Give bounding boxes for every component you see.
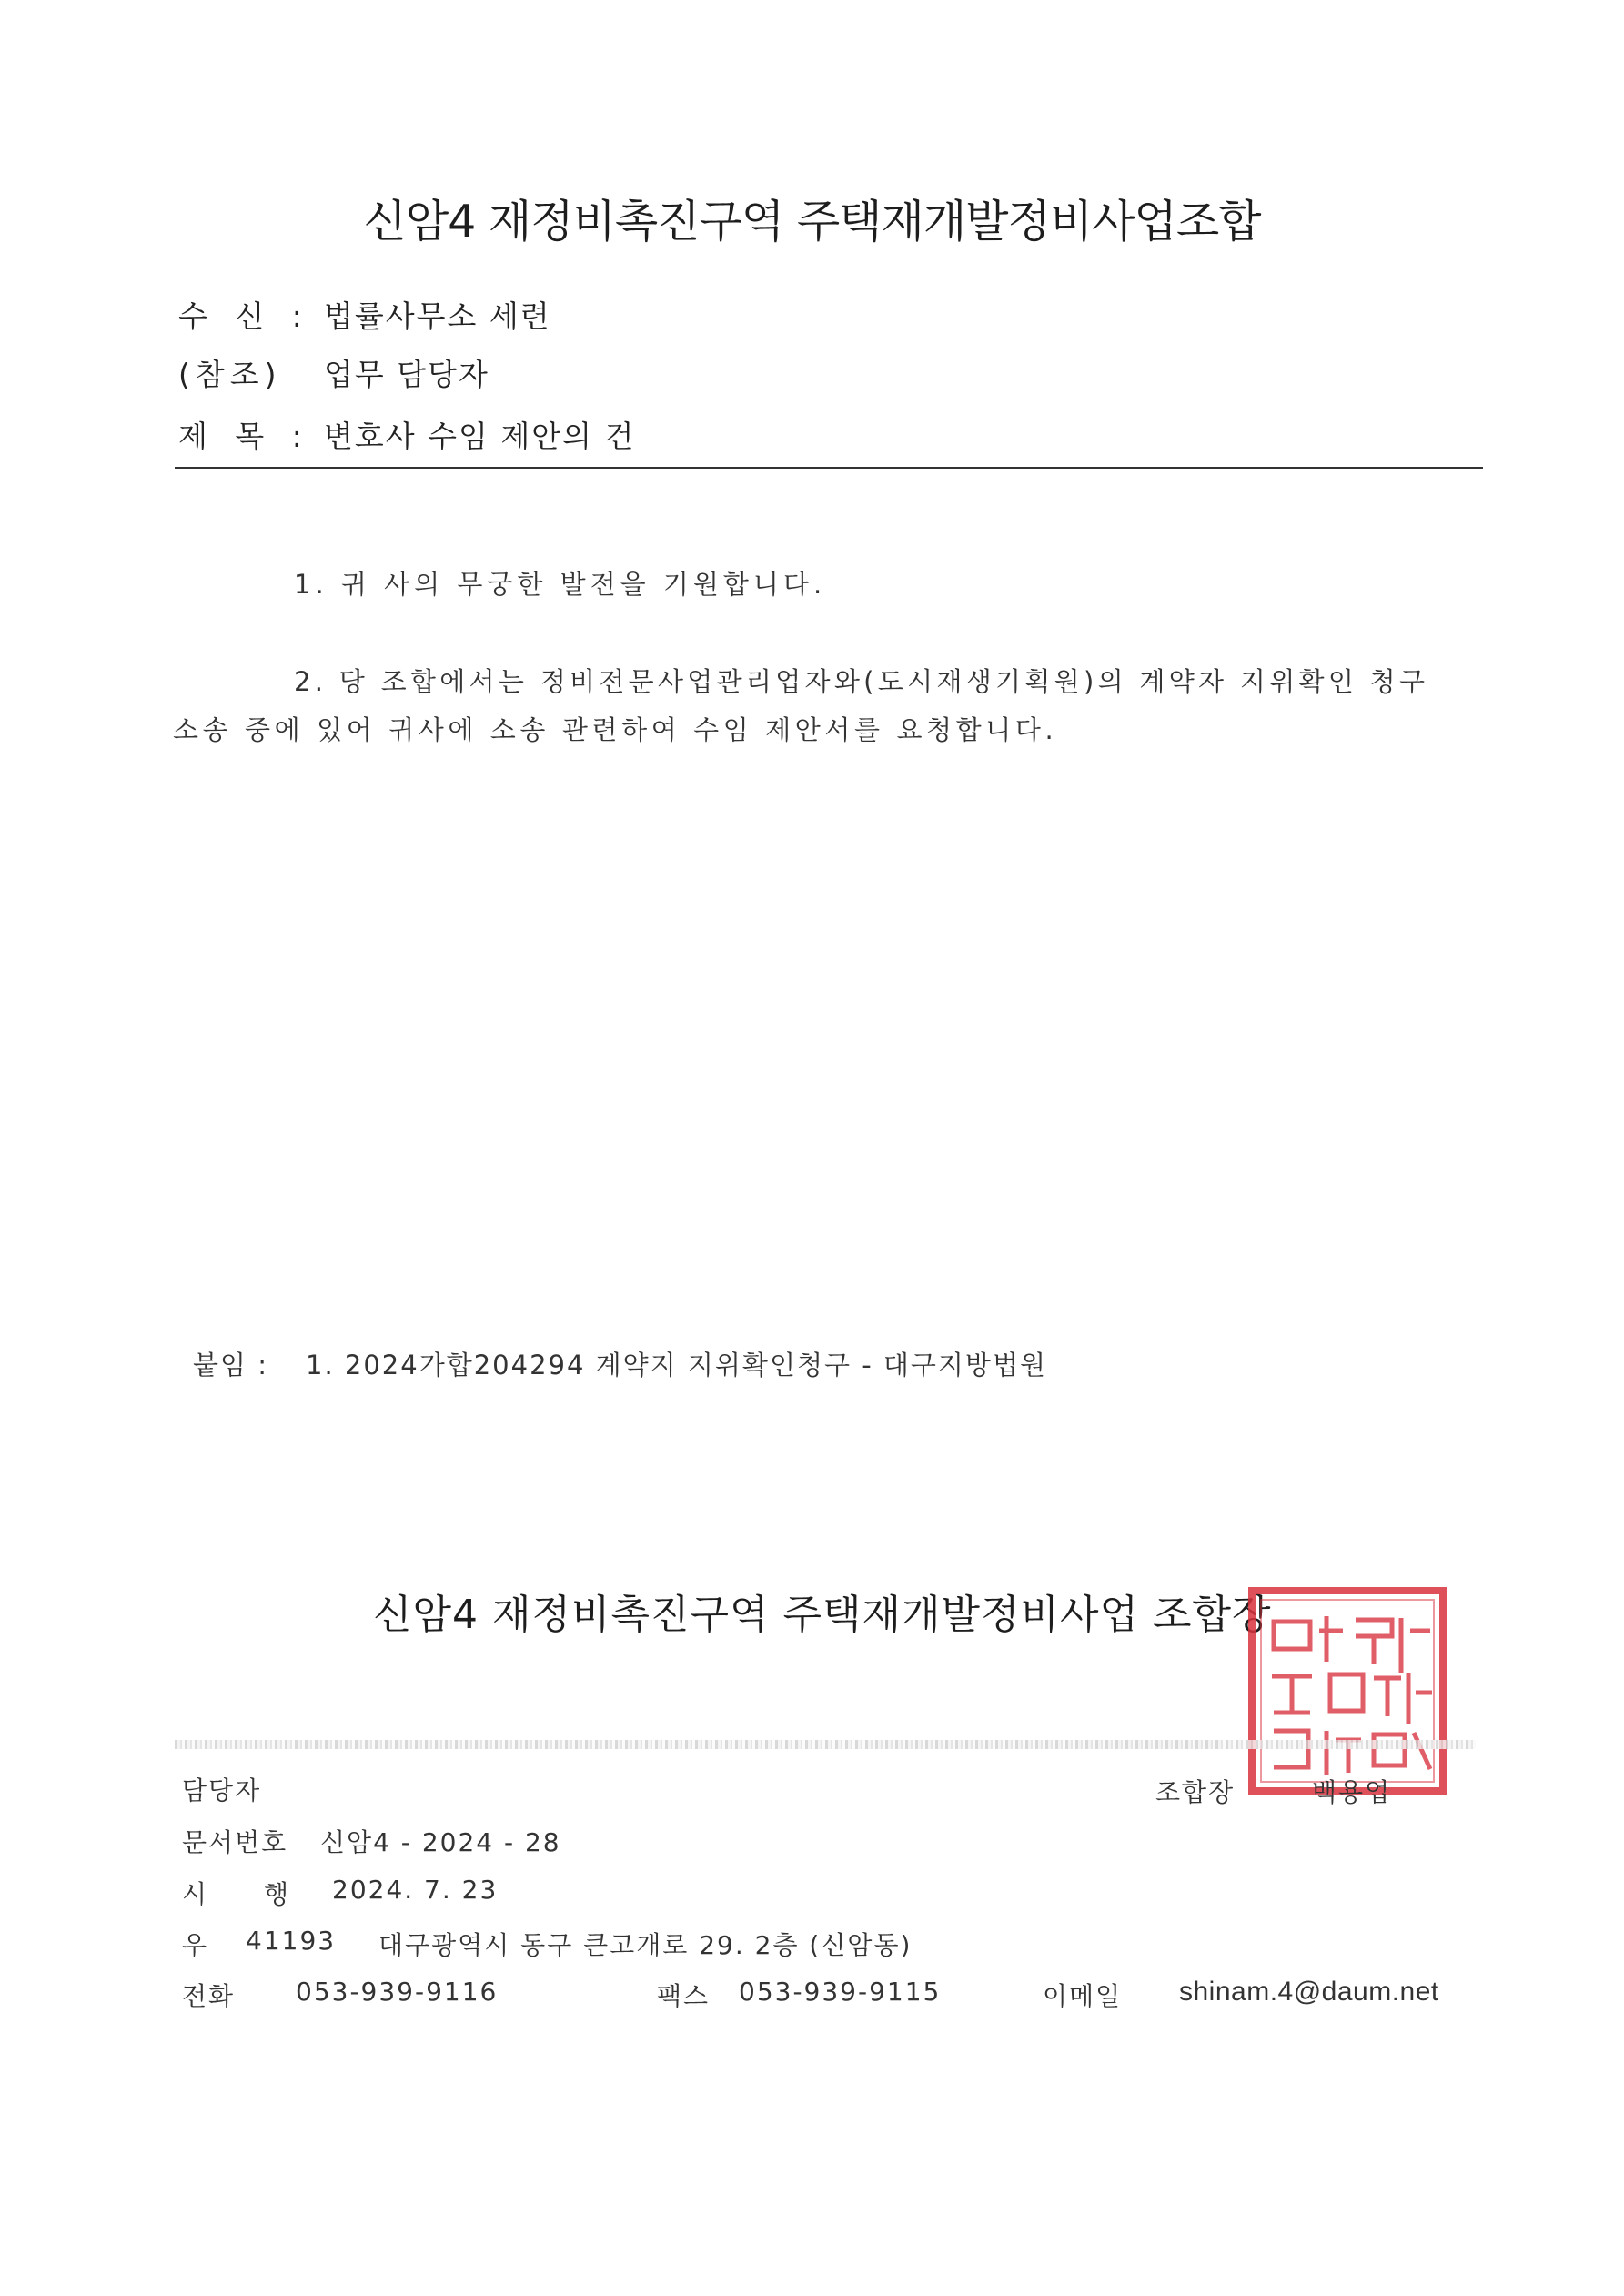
reference-value: 업무 담당자 [324,357,489,392]
phone-value: 053-939-9116 [296,1977,499,2007]
official-seal [1246,1585,1448,1796]
body-paragraph-1: 1. 귀 사의 무궁한 발전을 기원합니다. [294,569,827,600]
sender-title: 신암4 재정비촉진구역 주택재개발정비사업 조합장 [373,1592,1272,1638]
postal-label: 우 [182,1930,209,1960]
date-value: 2024. 7. 23 [332,1875,499,1905]
email-value[interactable]: shinam.4@daum.net [1179,1977,1439,2007]
phone-label: 전화 [182,1981,236,2011]
date-label-1: 시 [182,1879,209,1909]
body-paragraph-2-line-2: 소송 중에 있어 귀사에 소송 관련하여 수임 제안서를 요청합니다. [173,714,1058,745]
chairman-name: 백용업 [1312,1777,1392,1807]
attachment-item: 1. 2024가합204294 계약지 지위확인청구 - 대구지방법원 [306,1350,1047,1381]
doc-number-value: 신암4 - 2024 - 28 [320,1827,561,1857]
staff-label: 담당자 [182,1775,262,1805]
document-title: 신암4 재정비촉진구역 주택재개발정비사업조합 [363,196,1261,248]
chairman-label: 조합장 [1155,1777,1236,1807]
fax-label: 팩스 [657,1981,711,2011]
fax-value: 053-939-9115 [739,1977,942,2007]
email-label: 이메일 [1043,1981,1123,2011]
body-paragraph-2-line-1: 2. 당 조합에서는 정비전문사업관리업자와(도시재생기획원)의 계약자 지위확인 청구 [294,666,1429,697]
reference-label: (참조) [178,357,282,392]
doc-number-label: 문서번호 [182,1827,288,1857]
recipient-label: 수 신 : [178,298,311,334]
subject-label: 제 목 : [178,419,311,454]
scan-noise-divider [175,1740,1476,1749]
postal-code: 41193 [246,1926,337,1956]
subject-value: 변호사 수임 제안의 건 [324,419,636,454]
address: 대구광역시 동구 큰고개로 29. 2층 (신암동) [378,1930,913,1960]
header-divider [175,467,1483,469]
attachment-label: 붙임 : [193,1350,269,1381]
date-label-2: 행 [264,1879,291,1909]
recipient-value: 법률사무소 세련 [324,298,551,334]
